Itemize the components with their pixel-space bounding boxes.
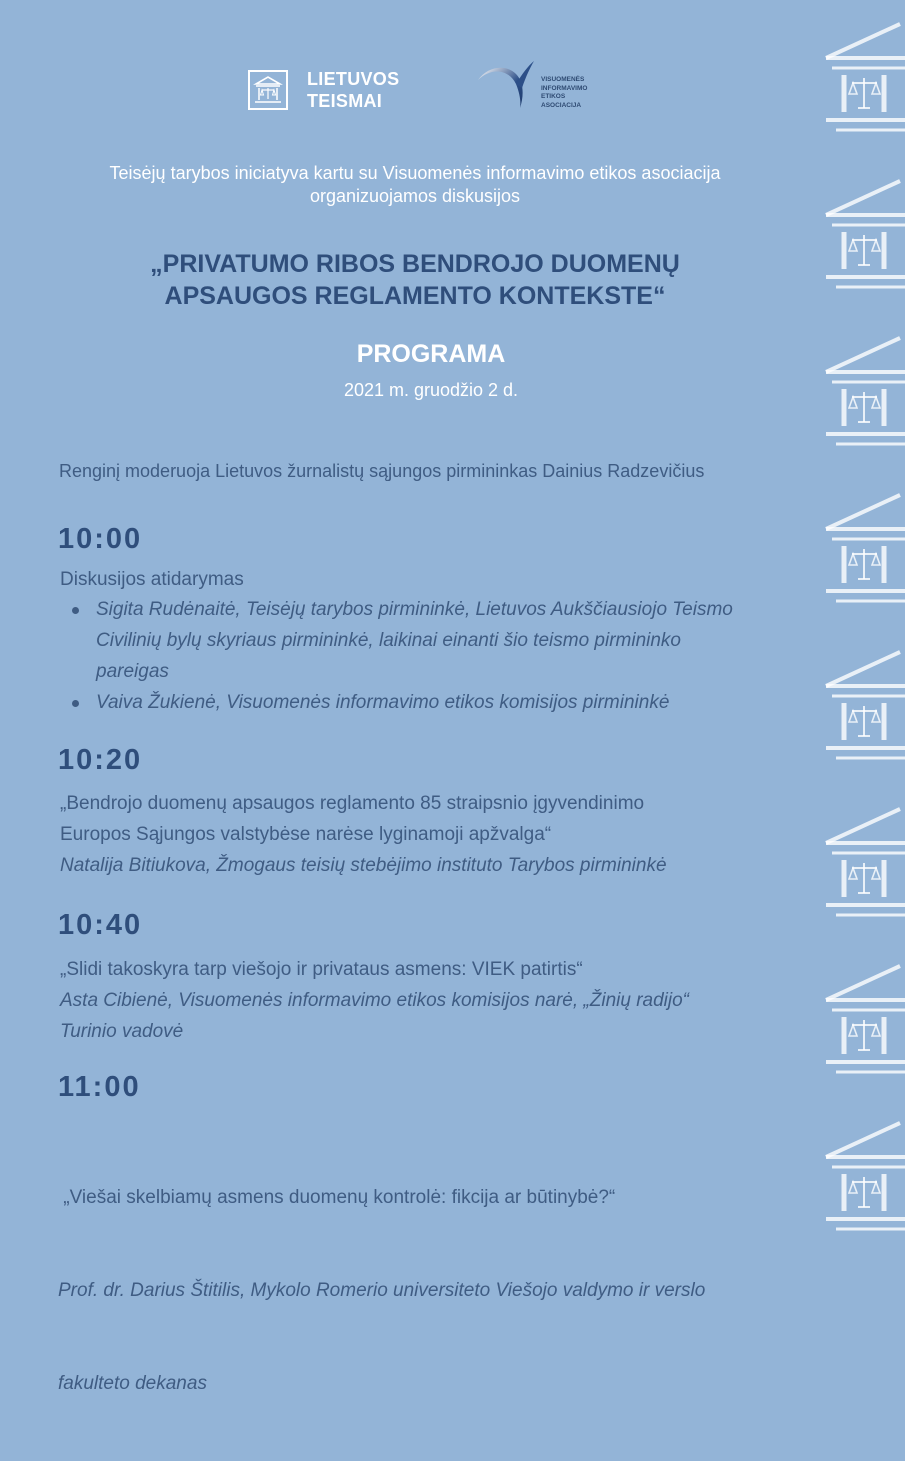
- courthouse-scales-icon: [826, 181, 905, 287]
- bullet-icon: [72, 607, 79, 614]
- association-wordmark: VISUOMENĖS INFORMAVIMO ETIKOS ASOCIACIJA: [541, 76, 588, 109]
- swoosh-icon: [476, 58, 536, 112]
- moderator-line: Renginį moderuoja Lietuvos žurnalistų sąjungos pirmininkas Dainius Radzevičius: [59, 461, 705, 481]
- courthouse-scales-icon: [826, 495, 905, 601]
- lietuvos-teismai-logo: [248, 68, 399, 112]
- list-item: Vaiva Žukienė, Visuomenės informavimo etikos komisijos pirmininkė: [72, 687, 792, 718]
- bullet-icon: [72, 700, 79, 707]
- session-time: 10:00: [58, 523, 143, 555]
- courthouse-pattern: [822, 20, 905, 1280]
- courthouse-scales-icon: [826, 1123, 905, 1229]
- session-title: „Viešai skelbiamų asmens duomenų kontrolė: fikcija ar būtinybė?“ Prof. dr. Darius Štitilis, Mykolo Romerio universiteto Viešojo valdymo ir verslo fakulteto dekanas: [58, 1120, 788, 1461]
- courthouse-scales-icon: [826, 809, 905, 915]
- courthouse-scales-icon: [248, 70, 288, 110]
- courthouse-scales-icon: [826, 24, 905, 130]
- courthouse-scales-icon: [826, 966, 905, 1072]
- intro-text: Teisėjų tarybos iniciatyva kartu su Visuomenės informavimo etikos asociacija organizuojamos diskusijos: [109, 163, 721, 206]
- speaker-list: [72, 594, 792, 718]
- event-date: 2021 m. gruodžio 2 d.: [343, 380, 519, 400]
- visuomenes-informavimo-etikos-asociacija-logo: [476, 58, 587, 112]
- session-speaker: Asta Cibienė, Visuomenės informavimo etikos komisijos narė, „Žinių radijo“: [60, 990, 690, 1011]
- session-title: „Slidi takoskyra tarp viešojo ir privataus asmens: VIEK patirtis“ Asta Cibienė, Visuomenės informavimo etikos komisijos narė, „Žinių radijo“ Turinio vadovė: [60, 954, 790, 1047]
- courthouse-scales-icon: [826, 652, 905, 758]
- program-heading: PROGRAMA: [356, 340, 506, 368]
- session-time: 10:20: [58, 744, 143, 776]
- session-title: „Bendrojo duomenų apsaugos reglamento 85 straipsnio įgyvendinimo Europos Sąjungos valstybėse narėse lyginamoji apžvalga“ Natalija Bitiukova, Žmogaus teisių stebėjimo instituto Tarybos pirmininkė: [60, 788, 790, 881]
- courthouse-scales-icon: [826, 338, 905, 444]
- session-speaker: Prof. dr. Darius Štitilis, Mykolo Romerio universiteto Viešojo valdymo ir verslo: [58, 1280, 706, 1301]
- session-time: 10:40: [58, 909, 143, 941]
- session-title: Diskusijos atidarymas: [60, 569, 244, 590]
- event-title: „PRIVATUMO RIBOS BENDROJO DUOMENŲ APSAUGOS REGLAMENTO KONTEKSTE“: [150, 250, 680, 310]
- session-time: 11:00: [58, 1071, 141, 1103]
- session-speaker: Natalija Bitiukova, Žmogaus teisių stebėjimo instituto Tarybos pirmininkė: [60, 855, 667, 876]
- list-item: Sigita Rudėnaitė, Teisėjų tarybos pirmininkė, Lietuvos Aukščiausiojo Teismo Civilinių bylų skyriaus pirmininkė, laikinai einanti šio teismo pirmininko pareigas: [72, 594, 792, 687]
- lietuvos-teismai-wordmark: LIETUVOS TEISMAI: [307, 69, 400, 111]
